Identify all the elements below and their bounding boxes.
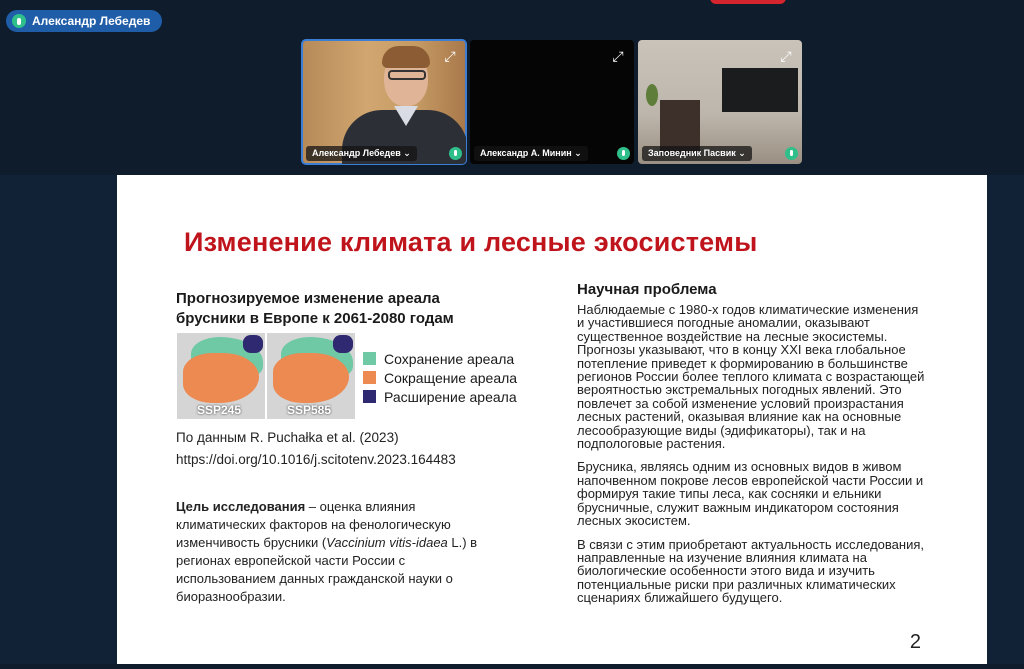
participant-name-label[interactable]: Александр Лебедев ⌄ xyxy=(306,146,417,161)
problem-heading: Научная проблема xyxy=(577,281,717,298)
participant-video xyxy=(722,68,798,112)
paragraph: В связи с этим приобретают актуальность исследования, направленные на изучение влияния климата на биологические особенности этого вида и изучить потенциальные риски при различных климатических сценариях ближайшего будущего. xyxy=(577,536,924,606)
expand-icon[interactable]: ⤢ xyxy=(444,48,456,64)
slide-page-number: 2 xyxy=(909,631,921,653)
video-tile-pasvik[interactable] xyxy=(638,40,802,164)
mic-icon xyxy=(785,147,798,160)
mic-icon xyxy=(12,14,26,28)
source-citation: По данным R. Puchałka et al. (2023) https://doi.org/10.1016/j.scitotenv.2023.164483 xyxy=(176,427,456,471)
legend-item: Расширение ареала xyxy=(363,387,517,406)
recording-tab[interactable] xyxy=(710,0,786,4)
legend-item: Сохранение ареала xyxy=(363,349,517,368)
video-tile-lebedev[interactable] xyxy=(302,40,466,164)
range-maps xyxy=(177,333,355,419)
participant-name-label[interactable]: Александр А. Минин ⌄ xyxy=(474,146,588,161)
legend-item: Сокращение ареала xyxy=(363,368,517,387)
map-label: SSP585 xyxy=(287,403,332,417)
expand-icon[interactable]: ⤢ xyxy=(780,48,792,64)
map-label: SSP245 xyxy=(197,403,242,417)
doi-link[interactable]: https://doi.org/10.1016/j.scitotenv.2023.164483 xyxy=(176,452,456,467)
video-tile-minin[interactable] xyxy=(470,40,634,164)
map-ssp585 xyxy=(267,333,355,419)
mic-icon xyxy=(617,147,630,160)
problem-body xyxy=(577,303,927,615)
expand-icon[interactable]: ⤢ xyxy=(612,48,624,64)
legend-swatch xyxy=(363,390,376,403)
map-legend xyxy=(363,349,517,406)
research-goal: Цель исследования – оценка влияния климатических факторов на фенологическую изменчивость брусники (Vaccinium vitis-idaea L.) в регионах европейской части России с использованием данных гражданской науки о биоразнообразии. xyxy=(176,499,478,604)
paragraph: Наблюдаемые с 1980-х годов климатические изменения и участившиеся погодные аномалии, оказывают существенное воздействие на лесные экосистемы. Прогнозы указывают, что в концу XXI века глобальное потепление приведет к формированию в большинстве регионов России более теплого климата с возрастающей вероятностью экстремальных погодных явлений. Это повлечет за собой изменение условий произрастания лесных растений, оказывая влияние как на основные лесообразующие виды (эдификаторы), так и на подпологовые растения. xyxy=(577,302,925,452)
participant-name-label[interactable]: Заповедник Пасвик ⌄ xyxy=(642,146,752,161)
map-ssp245 xyxy=(177,333,265,419)
legend-swatch xyxy=(363,352,376,365)
active-speaker-name: Александр Лебедев xyxy=(32,14,151,28)
slide-title: Изменение климата и лесные экосистемы xyxy=(184,227,758,257)
left-heading: Прогнозируемое изменение ареала брусники в Европе к 2061-2080 годам xyxy=(176,290,454,327)
mic-icon xyxy=(449,147,462,160)
shared-slide xyxy=(117,175,987,664)
legend-swatch xyxy=(363,371,376,384)
video-strip xyxy=(0,0,1024,174)
active-speaker-pill[interactable] xyxy=(6,10,162,32)
paragraph: Брусника, являясь одним из основных видов в живом напочвенном покрове лесов европейской части России и формируя такие типы леса, как сосняки и ельники брусничные, служит важным индикатором состояния лесных экосистем. xyxy=(577,459,924,529)
